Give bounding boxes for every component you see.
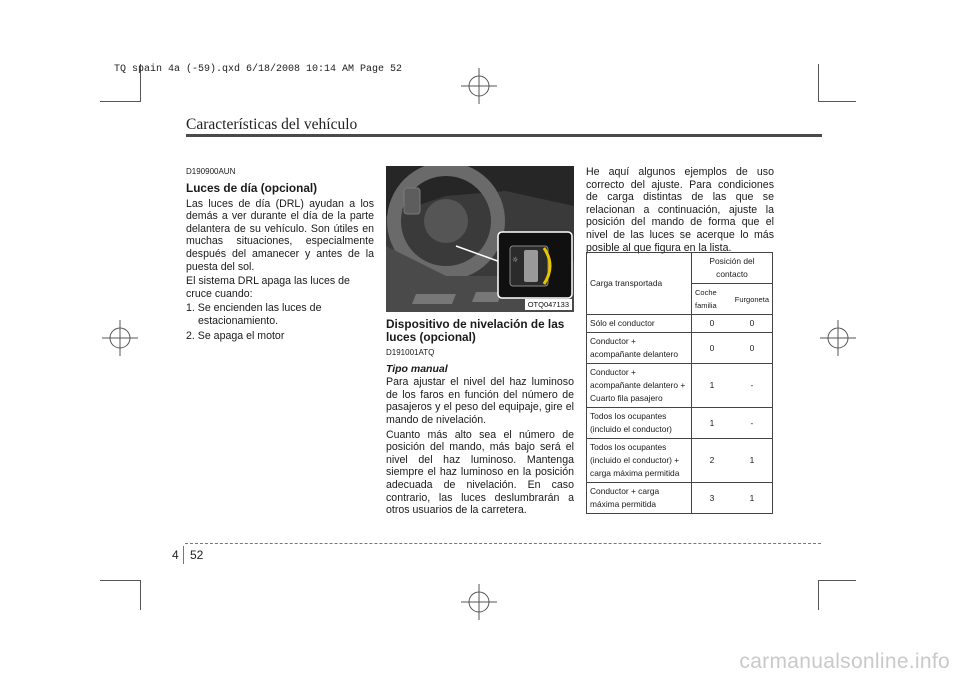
- row-van: 0: [732, 315, 773, 333]
- row-label: Todos los ocupantes (incluido el conductor) + carga máxima permitida: [587, 439, 692, 483]
- table-row: [587, 408, 773, 439]
- row-label: Conductor + carga máxima permitida: [587, 483, 692, 514]
- row-van: 0: [732, 333, 773, 364]
- crop-mark: [818, 580, 819, 610]
- table-header-row: [587, 253, 773, 284]
- row-van: -: [732, 408, 773, 439]
- paragraph: Cuanto más alto sea el número de posición del mando, más bajo será el nivel del haz luminoso. Mantenga siempre el haz luminoso en la posición adecuada de nivelación. En caso contrario, las luces deslumbrarán a otros usuarios de la carretera.: [386, 428, 574, 517]
- table-row: [587, 333, 773, 364]
- title-rule: [186, 134, 822, 137]
- row-car: 1: [692, 364, 732, 408]
- right-column: [586, 166, 774, 256]
- row-car: 2: [692, 439, 732, 483]
- registration-mark-icon: [459, 66, 499, 106]
- registration-mark-icon: [100, 318, 140, 358]
- table-row: [587, 315, 773, 333]
- row-van: 1: [732, 483, 773, 514]
- section-code: D191001ATQ: [386, 348, 435, 357]
- crop-mark: [100, 580, 140, 581]
- row-label: Sólo el conductor: [587, 315, 692, 333]
- row-label: Todos los ocupantes (incluido el conductor): [587, 408, 692, 439]
- registration-mark-icon: [818, 318, 858, 358]
- footer-rule: [185, 543, 821, 544]
- table-row: [587, 364, 773, 408]
- row-van: -: [732, 364, 773, 408]
- row-car: 3: [692, 483, 732, 514]
- crop-mark: [818, 101, 856, 102]
- footer-separator: [183, 546, 184, 564]
- section-code: D190900AUN: [186, 167, 236, 176]
- middle-column: [386, 318, 574, 519]
- table-row: [587, 439, 773, 483]
- list-item: 2. Se apaga el motor: [186, 329, 285, 342]
- figure-caption: OTQ047133: [525, 299, 572, 310]
- crop-mark: [818, 580, 856, 581]
- crop-mark: [818, 64, 819, 102]
- heading-drl: Luces de día (opcional): [186, 180, 318, 195]
- paragraph: Las luces de día (DRL) ayudan a los demás a ver durante el día de la parte delantera de su vehículo. Son útiles en muchas situaciones, especialmente después del amanecer y antes de la puesta del sol.: [186, 197, 374, 273]
- table-row: [587, 483, 773, 514]
- row-label: Conductor + acompañante delantero + Cuarto fila pasajero: [587, 364, 692, 408]
- watermark: carmanualsonline.info: [739, 650, 950, 673]
- registration-mark-icon: [459, 582, 499, 622]
- row-car: 1: [692, 408, 732, 439]
- subheading: Tipo manual: [386, 362, 448, 375]
- paragraph: El sistema DRL apaga las luces de cruce cuando:: [186, 275, 350, 300]
- row-van: 1: [732, 439, 773, 483]
- paragraph: He aquí algunos ejemplos de uso correcto del ajuste. Para condiciones de carga distintas de las que se relacionan a continuación, ajuste la posición del mando de forma que el nivel de las luces se acerque lo más posible al que figura en la lista.: [586, 166, 774, 254]
- chapter-number: 4: [172, 548, 179, 562]
- page-number: 52: [190, 548, 204, 562]
- dashboard-illustration: [386, 166, 574, 312]
- crop-mark: [100, 101, 140, 102]
- row-label: Conductor + acompañante delantero: [587, 333, 692, 364]
- left-column: [186, 166, 374, 344]
- crop-mark: [140, 580, 141, 610]
- header-van: Furgoneta: [732, 284, 773, 315]
- svg-text:☼: ☼: [512, 256, 519, 264]
- paragraph: Para ajustar el nivel del haz luminoso de los faros en función del número de pasajeros y el peso del equipaje, gire el mando de nivelación.: [386, 376, 574, 426]
- leveling-table: [586, 252, 773, 514]
- header-car: Coche familia: [692, 284, 732, 315]
- heading-leveling: Dispositivo de nivelación de las luces (opcional): [386, 317, 565, 344]
- dashboard-figure: [386, 166, 574, 312]
- header-position: Posición del contacto: [692, 253, 773, 284]
- print-header: TQ spain 4a (-59).qxd 6/18/2008 10:14 AM Page 52: [114, 64, 403, 75]
- section-title: Características del vehículo: [186, 116, 358, 133]
- row-car: 0: [692, 315, 732, 333]
- row-car: 0: [692, 333, 732, 364]
- list-item: 1. Se encienden las luces de estacionamiento.: [186, 302, 322, 327]
- header-load: Carga transportada: [587, 253, 692, 315]
